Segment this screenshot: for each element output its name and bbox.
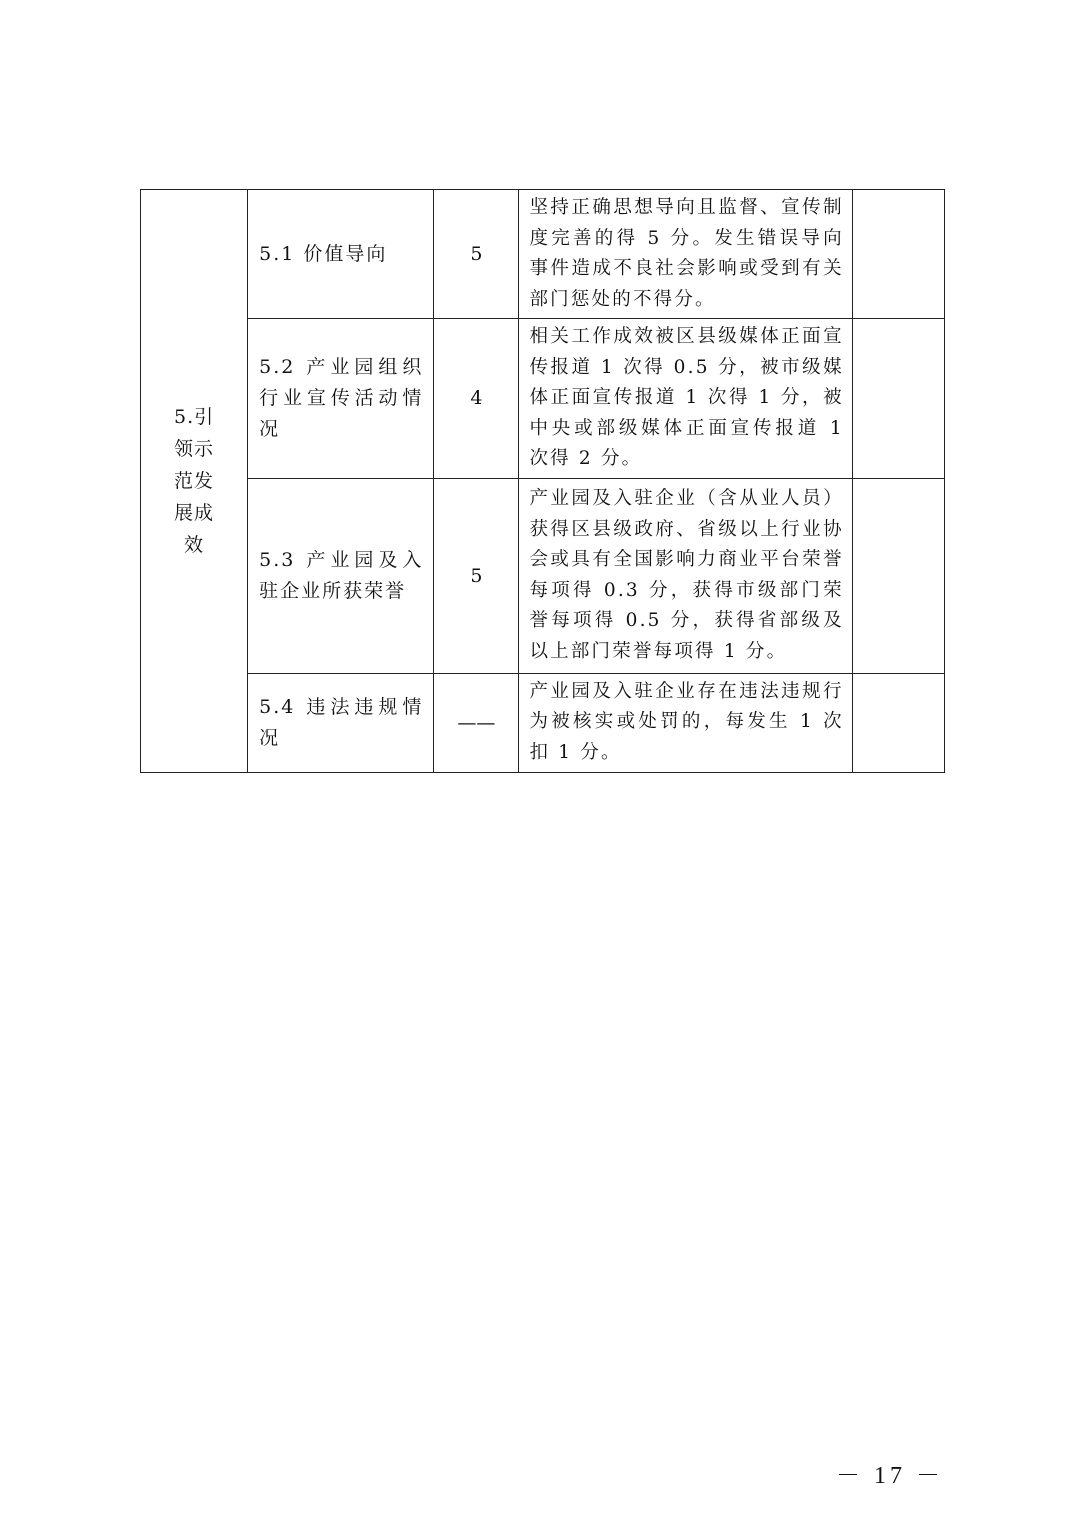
criteria-cell: 坚持正确思想导向且监督、宣传制度完善的得 5 分。发生错误导向事件造成不良社会影响或受到有关部门惩处的不得分。 xyxy=(519,190,852,319)
page-number: － 17 － xyxy=(836,1463,944,1489)
criteria-cell: 相关工作成效被区县级媒体正面宣传报道 1 次得 0.5 分，被市级媒体正面宣传报道 1 次得 1 分，被中央或部级媒体正面宣传报道 1 次得 2 分。 xyxy=(519,319,852,479)
table-row xyxy=(141,478,945,673)
criteria-cell: 产业园及入驻企业存在违法违规行为被核实或处罚的，每发生 1 次扣 1 分。 xyxy=(519,673,852,772)
category-label: 5.引领示范发展成效 xyxy=(173,405,215,556)
score-cell: 5 xyxy=(434,478,519,673)
remark-cell xyxy=(852,190,944,319)
criteria-cell: 产业园及入驻企业（含从业人员）获得区县级政府、省级以上行业协会或具有全国影响力商业平台荣誉每项得 0.3 分，获得市级部门荣誉每项得 0.5 分，获得省部级及以上部门荣誉每项得 1 分。 xyxy=(519,478,852,673)
scoring-table xyxy=(140,189,945,773)
table-row xyxy=(141,190,945,319)
item-cell: 5.3 产业园及入驻企业所获荣誉 xyxy=(248,478,434,673)
table-row xyxy=(141,319,945,479)
category-cell xyxy=(141,190,248,773)
item-cell: 5.1 价值导向 xyxy=(248,190,434,319)
remark-cell xyxy=(852,673,944,772)
remark-cell xyxy=(852,319,944,479)
remark-cell xyxy=(852,478,944,673)
table-row xyxy=(141,673,945,772)
score-cell: 5 xyxy=(434,190,519,319)
score-cell: 4 xyxy=(434,319,519,479)
score-cell: —— xyxy=(434,673,519,772)
item-cell: 5.2 产业园组织行业宣传活动情况 xyxy=(248,319,434,479)
item-cell: 5.4 违法违规情况 xyxy=(248,673,434,772)
